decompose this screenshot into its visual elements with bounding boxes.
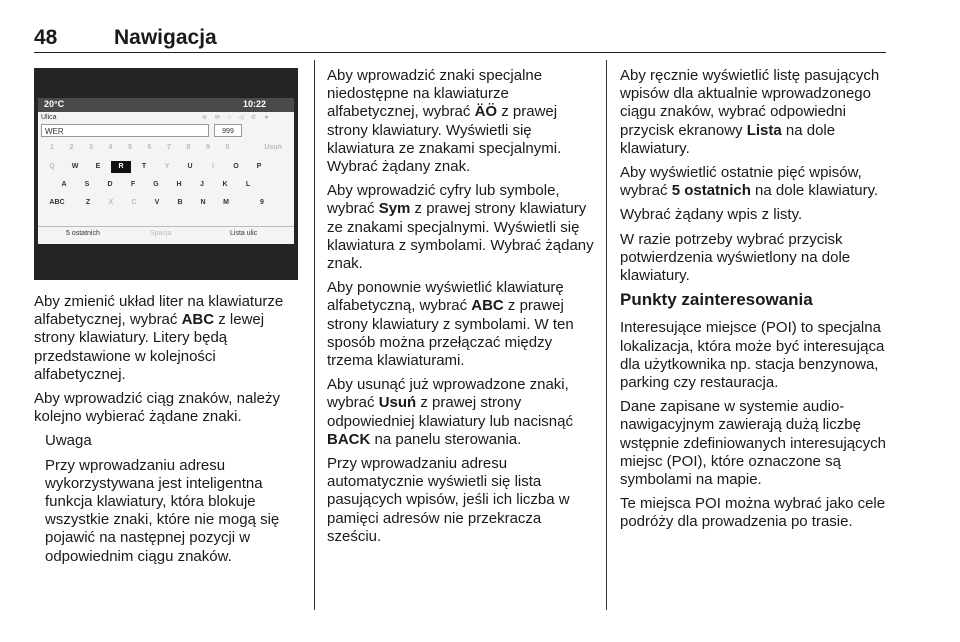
key-e[interactable]: E — [95, 163, 101, 170]
paragraph: Przy wprowadzaniu adresu automatycznie wyświetli się lista pasujących wpisów, jeśli ich liczba w pamięci adresów nie przekracza sześciu. — [327, 455, 570, 545]
keyboard — [38, 112, 294, 244]
key-w[interactable]: W — [71, 163, 79, 170]
key-f[interactable]: F — [130, 181, 136, 188]
paragraph: Aby usunąć już wprowadzone znaki, wybrać Usuń z prawej strony odpowiedniej klawiatury lub nacisnąć BACK na panelu sterowania. — [327, 376, 573, 448]
special-chars-key[interactable]: 9 — [260, 199, 264, 206]
key-s[interactable]: S — [84, 181, 90, 188]
abc-key[interactable]: ABC — [49, 199, 65, 206]
key-7[interactable]: 7 — [167, 144, 171, 151]
key-4[interactable]: 4 — [108, 144, 113, 151]
key-i[interactable]: I — [212, 163, 214, 170]
key-k[interactable]: K — [222, 181, 228, 188]
key-6[interactable]: 6 — [147, 144, 152, 151]
key-1[interactable]: 1 — [50, 144, 54, 151]
key-g[interactable]: G — [153, 181, 159, 188]
key-v[interactable]: V — [154, 199, 160, 206]
key-a[interactable]: A — [61, 181, 67, 188]
paragraph: Dane zapisane w systemie audio-nawigacyjnym zawierają dużą liczbę wstępnie zdefiniowanych interesujących miejsc (POI), które oznaczone są symbolami na mapie. — [620, 398, 886, 489]
status-bar — [38, 98, 294, 112]
key-l[interactable]: L — [245, 181, 251, 188]
key-2[interactable]: 2 — [69, 144, 74, 151]
letter-row-2 — [38, 179, 294, 193]
temperature: 20°C — [44, 99, 65, 109]
paragraph: Aby ręcznie wyświetlić listę pasujących wpisów dla aktualnie wprowadzonego ciągu znaków, wybrać odpowiedni przycisk ekranowy Lista na dole klawiatury. — [620, 67, 880, 157]
key-b[interactable]: B — [177, 199, 183, 206]
paragraph: W razie potrzeby wybrać przycisk potwierdzenia wyświetlony na dole klawiatury. — [620, 230, 851, 285]
key-z[interactable]: Z — [85, 199, 91, 206]
key-m[interactable]: M — [223, 199, 229, 206]
last5-button[interactable]: 5 ostatnich — [66, 230, 100, 237]
key-x[interactable]: X — [108, 199, 114, 206]
field-label: Ulica — [41, 114, 57, 121]
letter-row-3 — [38, 197, 294, 211]
key-o[interactable]: O — [233, 163, 239, 170]
column-1 — [34, 293, 302, 572]
infotainment-screen-image — [34, 68, 298, 280]
column-divider — [314, 60, 315, 610]
key-q[interactable]: Q — [49, 163, 55, 170]
key-c[interactable]: C — [131, 199, 137, 206]
key-d[interactable]: D — [107, 181, 113, 188]
key-5[interactable]: 5 — [128, 144, 132, 151]
key-9[interactable]: 9 — [206, 144, 210, 151]
key-t[interactable]: T — [141, 163, 147, 170]
key-n[interactable]: N — [200, 199, 206, 206]
page-title: Nawigacja — [114, 26, 217, 49]
key-h[interactable]: H — [176, 181, 182, 188]
key-r[interactable]: R — [111, 161, 131, 173]
letter-row-1 — [38, 161, 294, 175]
paragraph: Aby ponownie wyświetlić klawiaturę alfabetyczną, wybrać ABC z prawej strony klawiatury z symbolami. W ten sposób można przełączać między trzema klawiaturami. — [327, 279, 574, 370]
status-icons: ≋ ✉ ∴ ◁ ✆ ∗ — [202, 115, 272, 121]
paragraph: Aby wprowadzić ciąg znaków, należy kolejno wybierać żądane znaki. — [34, 390, 280, 426]
section-heading: Punkty zainteresowania — [620, 290, 813, 310]
clock: 10:22 — [242, 99, 266, 109]
page-header — [34, 22, 886, 53]
page-number: 48 — [34, 26, 58, 49]
key-3[interactable]: 3 — [89, 144, 93, 151]
street-list-button[interactable]: Lista ulic — [230, 230, 258, 237]
paragraph: Te miejsca POI można wybrać jako cele podróży dla prowadzenia po trasie. — [620, 495, 886, 531]
column-3 — [620, 67, 888, 538]
note-title: Uwaga — [45, 432, 92, 450]
digit-row — [38, 142, 294, 156]
key-y[interactable]: Y — [164, 163, 170, 170]
key-8[interactable]: 8 — [186, 144, 191, 151]
space-button[interactable]: Spacja — [150, 230, 172, 237]
paragraph: Wybrać żądany wpis z listy. — [620, 206, 803, 224]
paragraph: Aby wprowadzić cyfry lub symbole, wybrać Sym z prawej strony klawiatury ze znakami specjalnymi. Wyświetli się klawiatura z symbolami. Wybrać żądany znak. — [327, 182, 594, 273]
key-0[interactable]: 0 — [225, 144, 230, 151]
key-p[interactable]: P — [256, 163, 262, 170]
street-input[interactable]: WER — [41, 124, 209, 137]
note-box — [34, 432, 302, 565]
keyboard-bottom-bar — [38, 226, 294, 241]
column-divider — [606, 60, 607, 610]
note-text: Przy wprowadzaniu adresu wykorzystywana jest inteligentna funkcja klawiatury, która blokuje wszystkie znaki, które nie mogą się pojawić na następnej pozycji w odpowiednim ciągu znaków. — [45, 456, 280, 565]
column-2 — [327, 67, 597, 552]
paragraph: Aby zmienić układ liter na klawiaturze alfabetycznej, wybrać ABC z lewej strony klawiatury. Litery będą przedstawione w kolejności alfabetycznej. — [34, 293, 284, 383]
paragraph: Interesujące miejsce (POI) to specjalna lokalizacja, która może być interesująca dla użytkownika np. stacja benzynowa, parking czy restauracja. — [620, 319, 885, 392]
key-j[interactable]: J — [200, 181, 204, 188]
paragraph: Aby wprowadzić znaki specjalne niedostępne na klawiaturze alfabetycznej, wybrać ÄÖ z prawej strony klawiatury. Wyświetli się klawiatura ze znakami specjalnymi. Wybrać żądany znak. — [327, 67, 562, 176]
key-u[interactable]: U — [187, 163, 193, 170]
paragraph: Aby wyświetlić ostatnie pięć wpisów, wybrać 5 ostatnich na dole klawiatury. — [620, 164, 879, 200]
delete-key[interactable]: Usuń — [264, 144, 282, 151]
match-count: 999 — [214, 124, 242, 137]
